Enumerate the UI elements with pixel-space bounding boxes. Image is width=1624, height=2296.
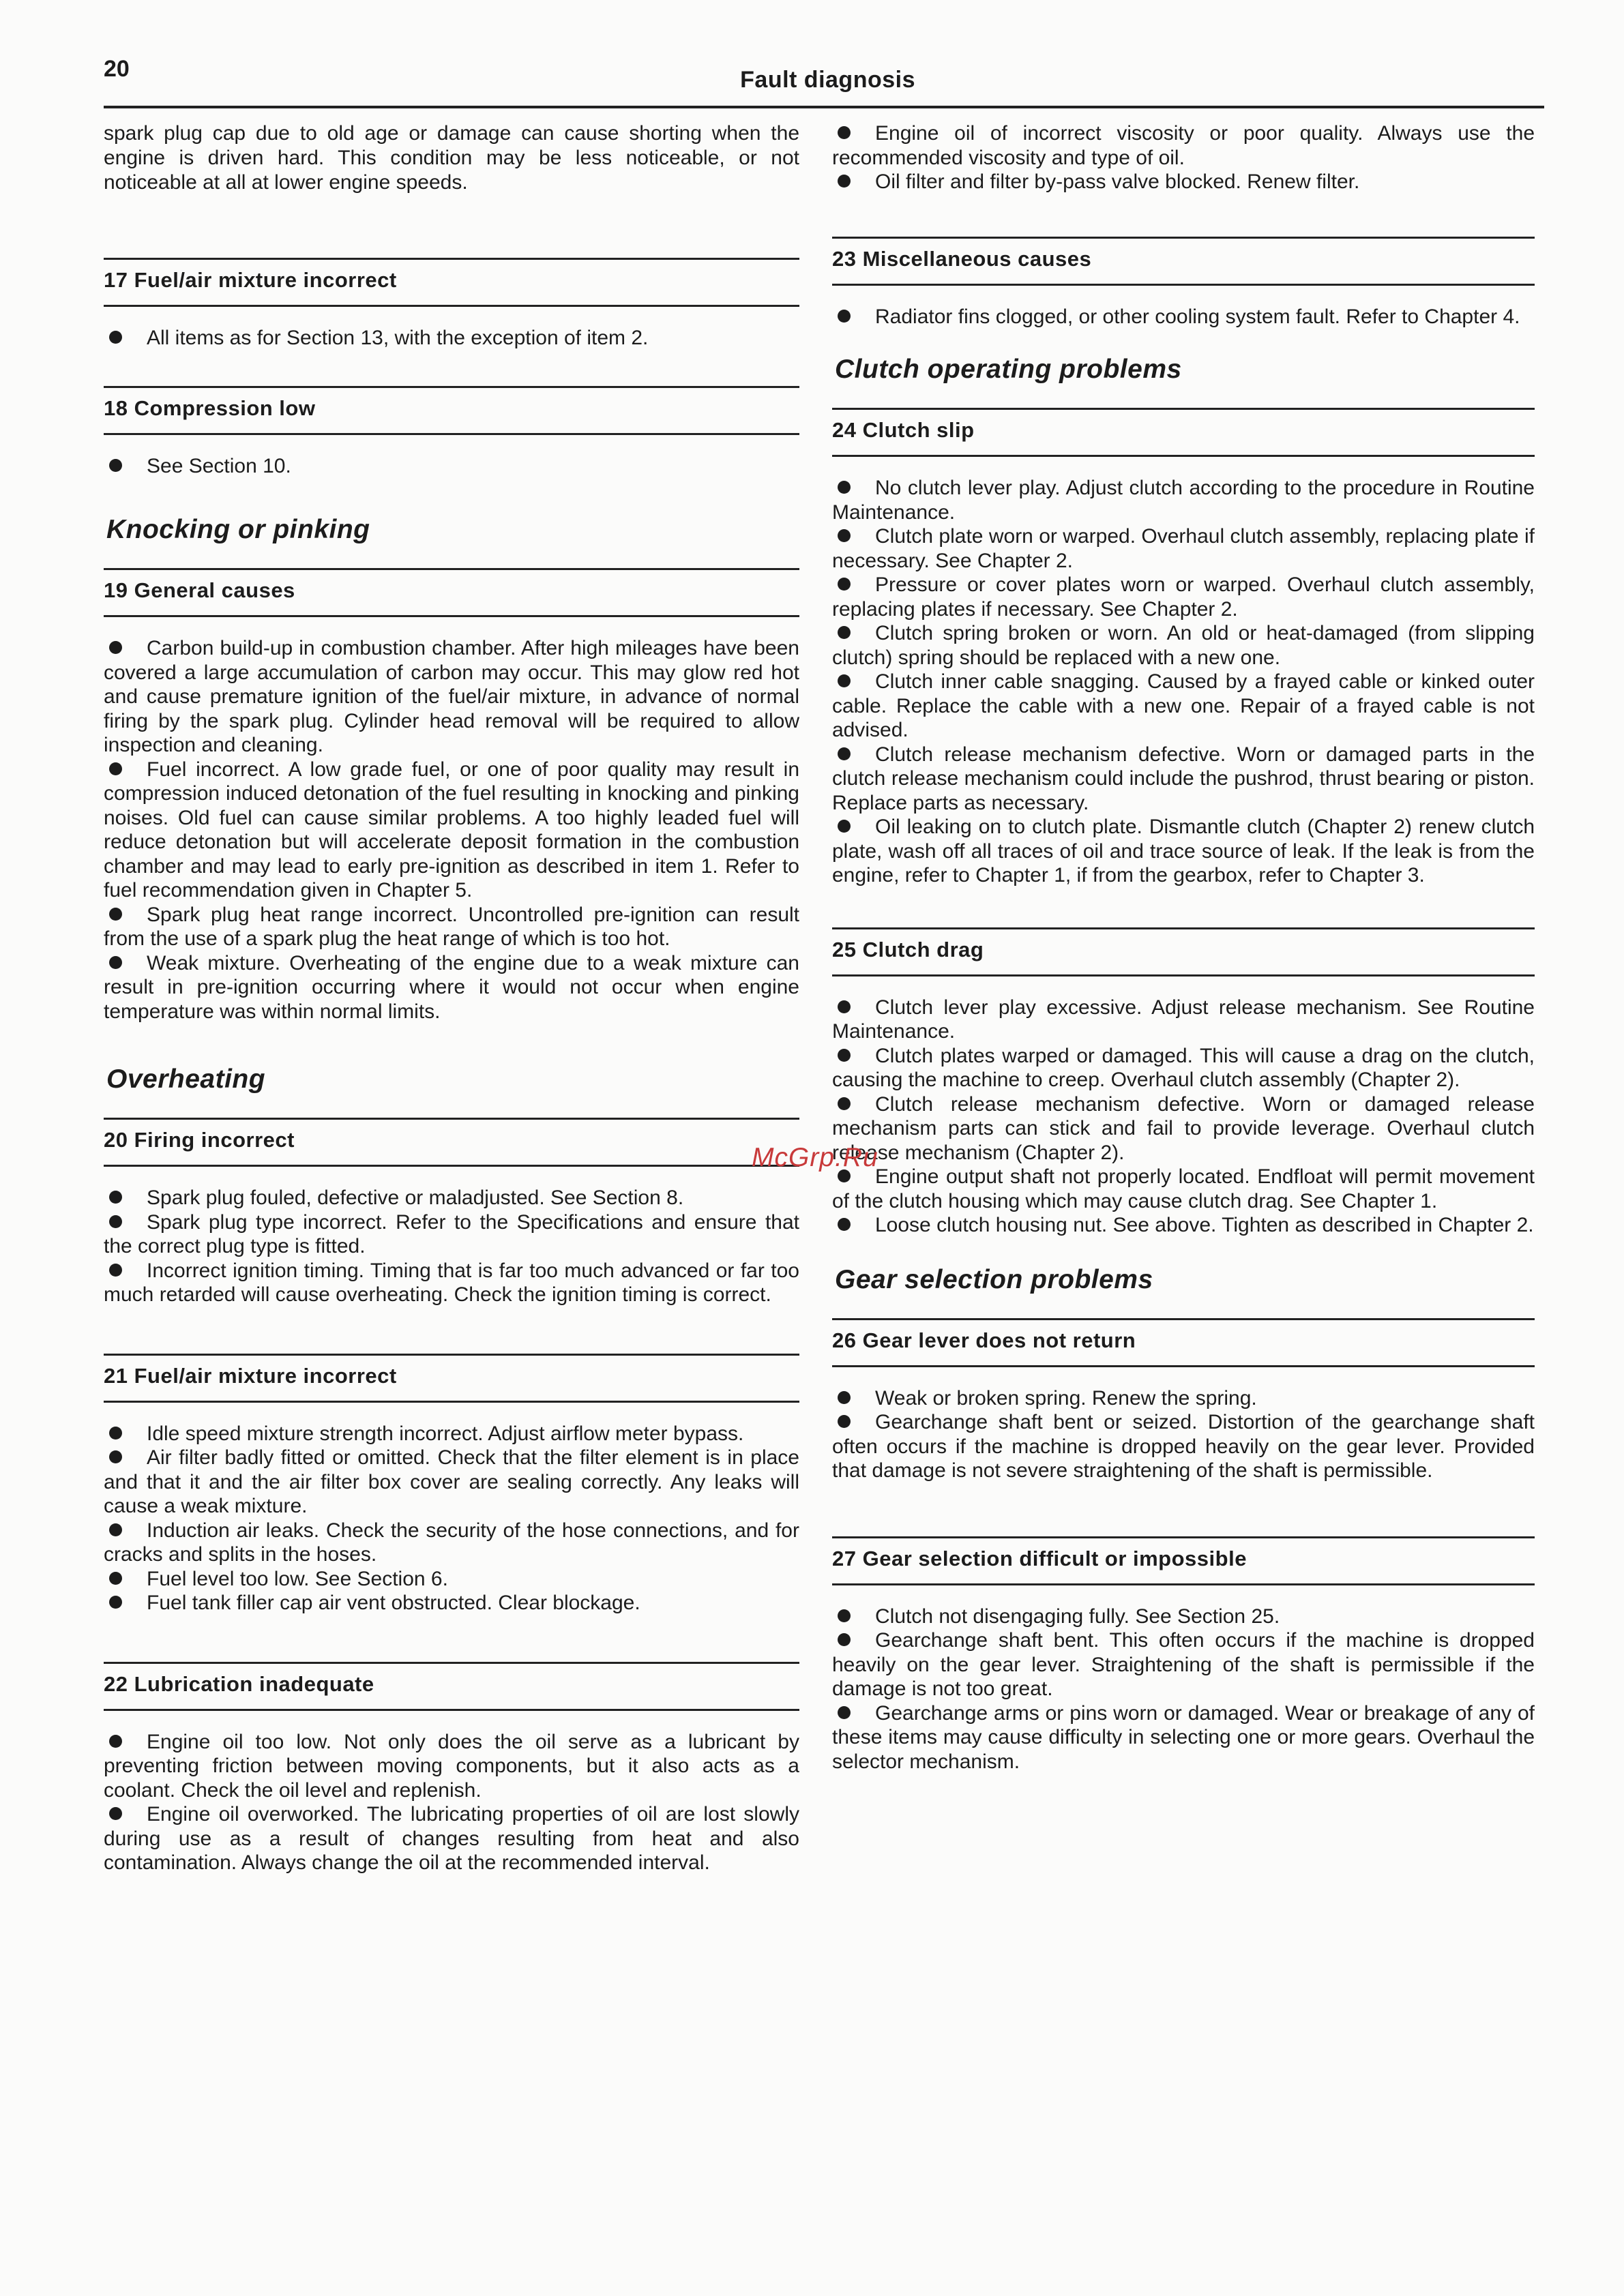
- list-item-text: Fuel incorrect. A low grade fuel, or one of poor quality may result in compression induced detonation of the fuel resulting in knocking and pinking noises. Old fuel can cause similar problems. A too highly leaded fuel will reduce detonation but will accelerate deposit formation in the combustion chamber and may lead to early pre-ignition as described in item 1. Refer to fuel recommendation given in Chapter 5.: [104, 758, 799, 901]
- bullet-icon: [109, 908, 122, 921]
- section-18-heading: 18 Compression low: [104, 386, 799, 435]
- list-item: [832, 573, 1535, 621]
- right-intro-list: [832, 121, 1535, 194]
- bullet-icon: [838, 1049, 851, 1062]
- list-item-text: Spark plug type incorrect. Refer to the Specifications and ensure that the correct plug type is fitted.: [104, 1210, 799, 1257]
- bullet-icon: [838, 1415, 851, 1428]
- list-item-text: Clutch inner cable snagging. Caused by a frayed cable or kinked outer cable. Replace the cable with a new one. Repair of a frayed cable is not advised.: [832, 670, 1535, 741]
- list-item-text: Engine oil of incorrect viscosity or poor quality. Always use the recommended viscosity and type of oil.: [832, 122, 1535, 169]
- gear-group-title: Gear selection problems: [835, 1264, 1153, 1294]
- section-23-list: [832, 305, 1535, 329]
- list-item-text: Fuel tank filler cap air vent obstructed. Clear blockage.: [147, 1592, 640, 1614]
- bullet-icon: [838, 1218, 851, 1231]
- list-item-text: Clutch lever play excessive. Adjust release mechanism. See Routine Maintenance.: [832, 996, 1535, 1043]
- list-item-text: Engine oil too low. Not only does the oil serve as a lubricant by preventing friction between moving components, but it also acts as a coolant. Check the oil level and replenish.: [104, 1730, 799, 1802]
- list-item-text: See Section 10.: [147, 454, 291, 477]
- bullet-icon: [109, 1596, 122, 1609]
- list-item: [832, 1213, 1535, 1238]
- section-21-heading: 21 Fuel/air mixture incorrect: [104, 1354, 799, 1403]
- left-column: [104, 121, 799, 1875]
- list-item-text: Oil leaking on to clutch plate. Dismantle clutch (Chapter 2) renew clutch plate, wash off all traces of oil and trace source of leak. If the leak is from the engine, refer to Chapter 1, if from the gearbox, refer to Chapter 3.: [832, 816, 1535, 886]
- bullet-icon: [838, 674, 851, 687]
- bullet-icon: [838, 1391, 851, 1404]
- bullet-icon: [838, 626, 851, 639]
- list-item: [832, 1628, 1535, 1701]
- list-item: [104, 1186, 799, 1210]
- list-item: [832, 1092, 1535, 1165]
- section-22-list: [104, 1730, 799, 1875]
- list-item: [104, 903, 799, 951]
- section-18-list: [104, 454, 799, 479]
- section-24-heading: 24 Clutch slip: [832, 408, 1535, 457]
- list-item-text: Idle speed mixture strength incorrect. Adjust airflow meter bypass.: [147, 1422, 744, 1445]
- list-item: [832, 305, 1535, 329]
- list-item-text: Incorrect ignition timing. Timing that is far too much advanced or far too much retarded will cause overheating. Check the ignition timing is correct.: [104, 1259, 799, 1306]
- list-item-text: Oil filter and filter by-pass valve blocked. Renew filter.: [875, 170, 1360, 193]
- section-17-list: [104, 326, 799, 351]
- list-item-text: Clutch plates warped or damaged. This will cause a drag on the clutch, causing the machine to creep. Overhaul clutch assembly (Chapter 2).: [832, 1044, 1535, 1091]
- list-item-text: Induction air leaks. Check the security of the hose connections, and for cracks and splits in the hoses.: [104, 1519, 799, 1566]
- list-item: [104, 758, 799, 903]
- bullet-icon: [109, 641, 122, 654]
- bullet-icon: [109, 956, 122, 969]
- section-21-list: [104, 1422, 799, 1615]
- section-17-heading: 17 Fuel/air mixture incorrect: [104, 258, 799, 307]
- list-item-text: Clutch spring broken or worn. An old or heat-damaged (from slipping clutch) spring should be replaced with a new one.: [832, 622, 1535, 669]
- list-item-text: Gearchange arms or pins worn or damaged. Wear or breakage of any of these items may cause difficulty in selecting one or more gears. Overhaul the selector mechanism.: [832, 1701, 1535, 1773]
- bullet-icon: [109, 459, 122, 472]
- list-item: [832, 121, 1535, 170]
- list-item-text: Clutch release mechanism defective. Worn or damaged release mechanism parts can stick and fail to provide leverage. Overhaul clutch release mechanism (Chapter 2).: [832, 1092, 1535, 1164]
- list-item-text: Engine oil overworked. The lubricating properties of oil are lost slowly during use as a result of changes resulting from heat and also contamination. Always change the oil at the recommended interval.: [104, 1803, 799, 1874]
- header-rule: [104, 106, 1544, 108]
- list-item-text: Clutch plate worn or warped. Overhaul clutch assembly, replacing plate if necessary. See Chapter 2.: [832, 525, 1535, 572]
- list-item-text: Pressure or cover plates worn or warped. Overhaul clutch assembly, replacing plates if necessary. See Chapter 2.: [832, 573, 1535, 621]
- page-number: 20: [104, 56, 130, 82]
- bullet-icon: [838, 1000, 851, 1013]
- bullet-icon: [838, 126, 851, 139]
- section-27-list: [832, 1605, 1535, 1774]
- bullet-icon: [109, 1572, 122, 1585]
- list-item-text: Weak or broken spring. Renew the spring.: [875, 1386, 1257, 1410]
- list-item-text: Engine output shaft not properly located. Endfloat will permit movement of the clutch housing which may cause clutch drag. See Chapter 1.: [832, 1165, 1535, 1212]
- bullet-icon: [838, 310, 851, 323]
- list-item: [104, 1567, 799, 1592]
- list-item: [832, 1701, 1535, 1774]
- bullet-icon: [838, 578, 851, 591]
- list-item-text: Radiator fins clogged, or other cooling system fault. Refer to Chapter 4.: [875, 305, 1520, 328]
- list-item: [104, 326, 799, 351]
- list-item: [104, 636, 799, 758]
- section-25-heading: 25 Clutch drag: [832, 927, 1535, 976]
- list-item: [832, 1165, 1535, 1213]
- bullet-icon: [109, 1523, 122, 1536]
- list-item-text: Weak mixture. Overheating of the engine due to a weak mixture can result in pre-ignition occurring where it would not occur when engine temperature was within normal limits.: [104, 951, 799, 1023]
- list-item-text: Gearchange shaft bent. This often occurs if the machine is dropped heavily on the gear lever. Straightening of the shaft is permissible if the damage is not too great.: [832, 1629, 1535, 1700]
- watermark-text: McGrp.Ru: [752, 1143, 879, 1172]
- bullet-icon: [109, 1427, 122, 1440]
- list-item: [832, 743, 1535, 816]
- section-24-list: [832, 476, 1535, 888]
- list-item-text: Clutch not disengaging fully. See Section 25.: [875, 1605, 1280, 1628]
- list-item: [104, 454, 799, 479]
- list-item-text: Clutch release mechanism defective. Worn or damaged parts in the clutch release mechanism could include the pushrod, thrust bearing or piston. Replace parts as necessary.: [832, 743, 1535, 814]
- bullet-icon: [109, 331, 122, 344]
- chapter-title: Fault diagnosis: [740, 67, 915, 93]
- bullet-icon: [838, 481, 851, 494]
- list-item: [832, 1605, 1535, 1629]
- knocking-group-title: Knocking or pinking: [106, 515, 370, 544]
- section-26-heading: 26 Gear lever does not return: [832, 1318, 1535, 1367]
- list-item-text: Gearchange shaft bent or seized. Distortion of the gearchange shaft often occurs if the machine is dropped heavily on the gear lever. Provided that damage is not severe straightening of the shaft is permissible.: [832, 1411, 1535, 1482]
- bullet-icon: [109, 762, 122, 775]
- section-23-heading: 23 Miscellaneous causes: [832, 237, 1535, 286]
- list-item: [104, 951, 799, 1024]
- right-column: [832, 121, 1535, 1774]
- list-item-text: Carbon build-up in combustion chamber. After high mileages have been covered a large accumulation of carbon may occur. This may glow red hot and cause premature ignition of the fuel/air mixture, in advance of normal firing by the spark plug. Cylinder head removal will be required to allow inspection and cleaning.: [104, 637, 799, 756]
- bullet-icon: [838, 1706, 851, 1719]
- list-item-text: Loose clutch housing nut. See above. Tighten as described in Chapter 2.: [875, 1214, 1534, 1236]
- bullet-icon: [838, 1097, 851, 1110]
- list-item-text: No clutch lever play. Adjust clutch according to the procedure in Routine Maintenance.: [832, 477, 1535, 524]
- bullet-icon: [109, 1735, 122, 1748]
- section-22-heading: 22 Lubrication inadequate: [104, 1662, 799, 1711]
- list-item-text: Fuel level too low. See Section 6.: [147, 1567, 448, 1590]
- bullet-icon: [838, 529, 851, 542]
- list-item: [832, 815, 1535, 888]
- list-item: [832, 476, 1535, 524]
- list-item: [104, 1519, 799, 1567]
- list-item: [104, 1446, 799, 1519]
- list-item: [832, 1410, 1535, 1483]
- list-item: [104, 1422, 799, 1446]
- list-item: [104, 1730, 799, 1803]
- bullet-icon: [109, 1450, 122, 1463]
- section-20-heading: 20 Firing incorrect: [104, 1118, 799, 1167]
- bullet-icon: [838, 820, 851, 833]
- list-item: [832, 670, 1535, 743]
- section-20-list: [104, 1186, 799, 1307]
- bullet-icon: [838, 1609, 851, 1622]
- list-item: [832, 1044, 1535, 1092]
- section-25-list: [832, 996, 1535, 1238]
- list-item-text: Spark plug heat range incorrect. Uncontrolled pre-ignition can result from the use of a spark plug the heat range of which is too hot.: [104, 903, 799, 950]
- bullet-icon: [838, 175, 851, 188]
- bullet-icon: [109, 1191, 122, 1204]
- section-26-list: [832, 1386, 1535, 1483]
- bullet-icon: [109, 1264, 122, 1277]
- list-item: [832, 621, 1535, 670]
- section-19-list: [104, 636, 799, 1024]
- list-item: [832, 996, 1535, 1044]
- list-item-text: Spark plug fouled, defective or maladjusted. See Section 8.: [147, 1187, 684, 1209]
- list-item-text: Air filter badly fitted or omitted. Check that the filter element is in place and that it and the air filter box cover are sealing correctly. Any leaks will cause a weak mixture.: [104, 1446, 799, 1517]
- bullet-icon: [109, 1215, 122, 1228]
- left-intro-text: spark plug cap due to old age or damage can cause shorting when the engine is driven hard. This condition may be less noticeable, or not noticeable at all at lower engine speeds.: [104, 122, 799, 194]
- bullet-icon: [838, 747, 851, 760]
- list-item: [832, 170, 1535, 194]
- list-item: [104, 1802, 799, 1875]
- list-item: [104, 1591, 799, 1615]
- section-27-heading: 27 Gear selection difficult or impossible: [832, 1536, 1535, 1585]
- section-19-heading: 19 General causes: [104, 568, 799, 617]
- list-item: [104, 1259, 799, 1307]
- list-item: [104, 1210, 799, 1259]
- bullet-icon: [838, 1633, 851, 1646]
- list-item: [832, 1386, 1535, 1411]
- bullet-icon: [109, 1807, 122, 1820]
- clutch-group-title: Clutch operating problems: [835, 355, 1182, 384]
- list-item-text: All items as for Section 13, with the exception of item 2.: [147, 327, 649, 349]
- overheating-group-title: Overheating: [106, 1064, 266, 1094]
- list-item: [832, 524, 1535, 573]
